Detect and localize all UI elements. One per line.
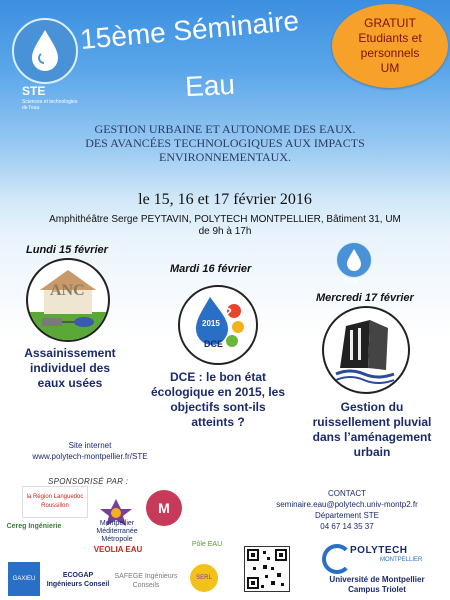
sponsor-logo-pole-eau [184,530,230,558]
subtitle-line: DES AVANCÉES TECHNOLOGIQUES AUX IMPACTS [85,136,365,150]
sponsors-label: SPONSORISÉ PAR : [48,477,129,486]
sponsor-name: SERL [196,574,212,581]
polytech-name: POLYTECH [350,545,408,556]
contact-label: CONTACT [327,489,367,498]
sponsor-logo-gaxieu [8,562,40,596]
campus-name: Campus Triolet [348,585,406,594]
sponsor-name: Pôle EAU [191,540,223,548]
event-place [0,214,450,238]
caption-line: dans l’aménagement [312,430,432,444]
buildings-icon [324,308,408,392]
water-drop-icon [14,20,76,82]
contact-email[interactable]: seminaire.eau@polytech.univ-montp2.fr [276,500,418,509]
svg-text:?: ? [224,305,232,320]
caption-line: atteints ? [191,415,245,429]
caption-line: DCE : le bon état [169,370,266,384]
caption-line: Gestion du [340,400,404,414]
ste-subtitle: Sciences et technologies de l'eau [22,99,78,111]
event-dates: le 15, 16 et 17 février 2016 [138,191,312,208]
m-letter: M [158,499,170,516]
badge-line: personnels [360,46,420,60]
website-label: Site internet [68,441,112,450]
caption-line: eaux usées [37,376,103,390]
sponsor-name: GAXIEU [12,575,36,582]
website-link[interactable]: www.polytech-montpellier.fr/STE [32,452,148,461]
seminar-subtitle [30,122,420,164]
place-line: Amphithéâtre Serge PEYTAVIN, POLYTECH MONTPELLIER, Bâtiment 31, UM [49,214,401,225]
water-drop-icon [337,243,371,277]
dce-logo [178,285,258,365]
sponsor-name: SAFEGE Ingénieurs Conseils [114,573,178,589]
badge-line: GRATUIT [364,16,416,30]
polytech-sub: MONTPELLIER [380,557,423,563]
contact-block [248,488,446,532]
contact-phone: 04 67 14 35 37 [320,522,374,531]
day3-caption [312,400,432,460]
sponsor-name: Cereg Ingénierie [6,522,62,530]
university-name: Université de Montpellier [329,575,425,584]
hours-line: de 9h à 17h [198,226,252,237]
sponsor-logo-veolia [92,540,144,558]
seminar-title-line1: 15ème Séminaire [78,4,301,55]
contact-department: Département STE [314,511,380,520]
day-label-monday: Lundi 15 février [26,244,108,256]
website-block [20,440,160,462]
day1-caption [18,346,122,391]
badge-line: UM [380,61,400,75]
ste-label: STE [22,84,46,98]
university-block [312,575,442,595]
dce-year: 2015 [202,319,220,328]
caption-line: ruissellement pluvial [312,415,432,429]
day-label-tuesday: Mardi 16 février [170,263,252,275]
caption-line: objectifs sont-ils [170,400,266,414]
sponsor-logo-cereg [6,512,62,540]
storm-water-logo [322,306,410,394]
day-label-wednesday: Mercredi 17 février [316,292,414,304]
subtitle-line: GESTION URBAINE ET AUTONOME DES EAUX. [94,122,356,136]
ste-small-logo [336,242,372,278]
sponsor-name: la Région Languedoc Roussillon [26,494,84,509]
subtitle-line: ENVIRONNEMENTAUX. [158,150,292,164]
ste-logo [12,18,78,84]
seminar-title-line2: Eau [184,68,236,103]
polytech-icon [322,544,352,574]
caption-line: individuel des [29,361,110,375]
anc-logo [26,258,110,342]
sponsor-logo-ecogap [46,566,110,594]
caption-line: écologique en 2015, les [150,385,286,399]
badge-line: Etudiants et [358,31,422,45]
caption-line: Assainissement [24,346,116,360]
day2-caption [148,370,288,430]
house-sanitation-icon [28,260,108,340]
sponsor-logo-university [146,490,182,526]
qr-code[interactable] [244,546,290,592]
sponsor-name: ECOGAP Ingénieurs Conseil [46,572,110,588]
anc-text: ANC [50,282,85,299]
dce-text: DCE [204,339,224,349]
free-badge [332,4,448,88]
caption-line: urbain [353,445,391,459]
ste-small-label: STE [344,278,358,285]
sponsor-name: VEOLIA EAU [93,544,143,554]
sponsor-logo-serl [190,564,218,592]
sponsor-name: Montpellier Méditerranée Métropole [96,520,138,543]
sponsor-logo-safege [114,568,178,594]
qr-code-icon [245,547,289,591]
